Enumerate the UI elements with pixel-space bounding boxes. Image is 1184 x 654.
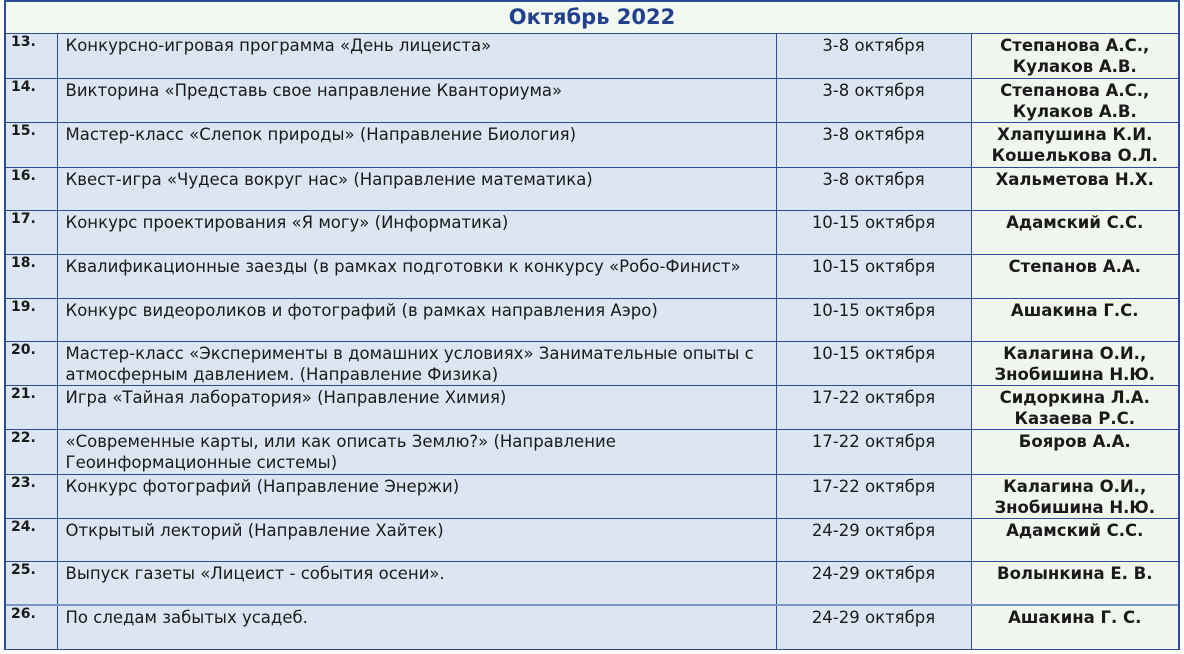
row-number: 18. <box>6 254 57 298</box>
event-name: Квалификационные заезды (в рамках подготовки к конкурсу «Робо-Финист» <box>57 254 776 298</box>
row-number: 17. <box>6 210 57 254</box>
row-number: 21. <box>6 385 57 429</box>
event-responsible: Степанова А.С., Кулаков А.В. <box>971 34 1178 78</box>
table-row <box>6 167 1178 210</box>
event-date: 3-8 октября <box>776 122 971 167</box>
event-responsible: Степанов А.А. <box>971 254 1178 298</box>
table-row <box>6 474 1178 518</box>
event-date: 17-22 октября <box>776 385 971 429</box>
event-name: Конкурсно-игровая программа «День лицеиста» <box>57 34 776 78</box>
event-responsible: Хлапушина К.И. Кошелькова О.Л. <box>971 122 1178 167</box>
table-row <box>6 254 1178 298</box>
event-date: 10-15 октября <box>776 210 971 254</box>
event-responsible: Бояров А.А. <box>971 429 1178 474</box>
event-name: Игра «Тайная лаборатория» (Направление Химия) <box>57 385 776 429</box>
event-name: Мастер-класс «Эксперименты в домашних условиях» Занимательные опыты с атмосферным давлением. (Направление Физика) <box>57 341 776 385</box>
table-row <box>6 34 1178 78</box>
event-responsible: Волынкина Е. В. <box>971 561 1178 605</box>
month-title: Октябрь 2022 <box>6 2 1178 34</box>
event-date: 24-29 октября <box>776 561 971 605</box>
events-table <box>6 34 1178 649</box>
event-date: 3-8 октября <box>776 34 971 78</box>
event-responsible: Адамский С.С. <box>971 518 1178 561</box>
event-name: Квест-игра «Чудеса вокруг нас» (Направление математика) <box>57 167 776 210</box>
row-number: 15. <box>6 122 57 167</box>
event-name: Конкурс проектирования «Я могу» (Информатика) <box>57 210 776 254</box>
row-number: 26. <box>6 605 57 649</box>
event-responsible: Хальметова Н.Х. <box>971 167 1178 210</box>
table-row <box>6 210 1178 254</box>
row-number: 19. <box>6 298 57 341</box>
event-date: 10-15 октября <box>776 254 971 298</box>
table-row <box>6 605 1178 649</box>
event-name: Открытый лекторий (Направление Хайтек) <box>57 518 776 561</box>
event-name: Мастер-класс «Слепок природы» (Направление Биология) <box>57 122 776 167</box>
event-responsible: Адамский С.С. <box>971 210 1178 254</box>
table-row <box>6 385 1178 429</box>
event-name: По следам забытых усадеб. <box>57 605 776 649</box>
event-responsible: Сидоркина Л.А. Казаева Р.С. <box>971 385 1178 429</box>
row-number: 24. <box>6 518 57 561</box>
event-responsible: Ашакина Г. С. <box>971 605 1178 649</box>
table-row <box>6 341 1178 385</box>
event-name: Конкурс видеороликов и фотографий (в рамках направления Аэро) <box>57 298 776 341</box>
row-number: 14. <box>6 78 57 122</box>
row-number: 13. <box>6 34 57 78</box>
row-number: 23. <box>6 474 57 518</box>
event-date: 10-15 октября <box>776 298 971 341</box>
event-name: Конкурс фотографий (Направление Энержи) <box>57 474 776 518</box>
row-number: 16. <box>6 167 57 210</box>
event-name: Викторина «Представь свое направление Кванториума» <box>57 78 776 122</box>
event-date: 24-29 октября <box>776 605 971 649</box>
table-row <box>6 122 1178 167</box>
row-number: 25. <box>6 561 57 605</box>
event-date: 17-22 октября <box>776 429 971 474</box>
event-responsible: Ашакина Г.С. <box>971 298 1178 341</box>
table-row <box>6 78 1178 122</box>
event-date: 3-8 октября <box>776 78 971 122</box>
event-responsible: Калагина О.И., Знобишина Н.Ю. <box>971 474 1178 518</box>
row-number: 22. <box>6 429 57 474</box>
event-name: Выпуск газеты «Лицеист - события осени». <box>57 561 776 605</box>
event-date: 17-22 октября <box>776 474 971 518</box>
event-name: «Современные карты, или как описать Землю?» (Направление Геоинформационные системы) <box>57 429 776 474</box>
event-responsible: Степанова А.С., Кулаков А.В. <box>971 78 1178 122</box>
schedule-sheet <box>4 0 1180 650</box>
table-row <box>6 298 1178 341</box>
event-date: 10-15 октября <box>776 341 971 385</box>
event-date: 24-29 октября <box>776 518 971 561</box>
event-responsible: Калагина О.И., Знобишина Н.Ю. <box>971 341 1178 385</box>
table-row <box>6 561 1178 605</box>
table-row <box>6 518 1178 561</box>
table-row <box>6 429 1178 474</box>
event-date: 3-8 октября <box>776 167 971 210</box>
row-number: 20. <box>6 341 57 385</box>
